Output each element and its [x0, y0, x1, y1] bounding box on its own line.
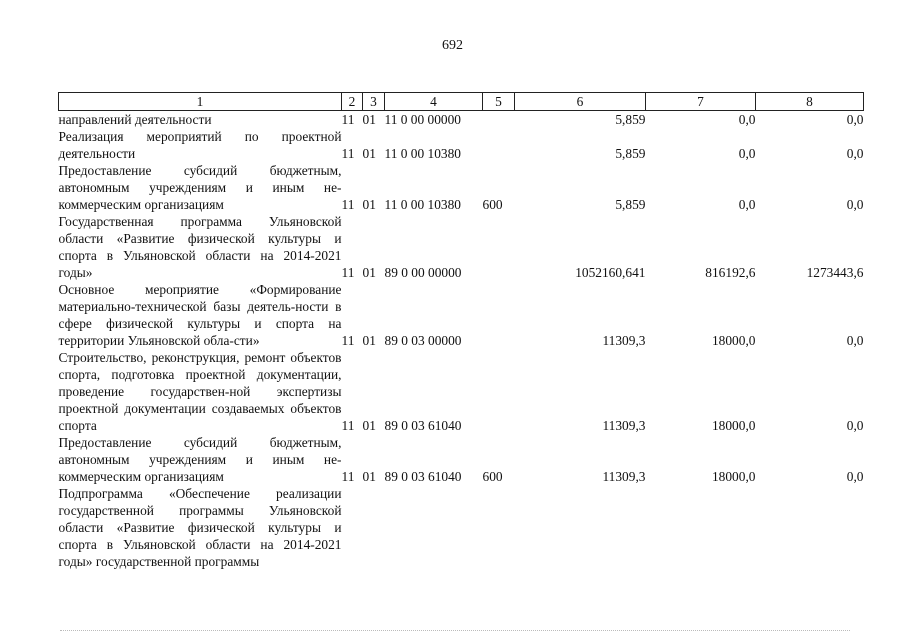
row-expense-type [483, 128, 515, 162]
row-name: Предоставление субсидий бюджетным, автономным учреждениям и иным не-коммерческим организациям [58, 435, 342, 484]
row-subsection: 01 [362, 112, 376, 127]
row-name: Государственная программа Ульяновской области «Развитие физической культуры и спорта в Ульяновской области на 2014-2021 годы» [58, 214, 342, 280]
row-name: Реализация мероприятий по проектной деятельности [58, 129, 342, 161]
row-amount-6: 1052160,641 [575, 265, 646, 280]
row-amount-6: 5,859 [615, 146, 646, 161]
row-amount-7 [646, 485, 756, 570]
row-expense-type: 600 [482, 469, 503, 484]
row-expense-type [483, 281, 515, 349]
table-row [59, 162, 864, 213]
row-subsection: 01 [362, 265, 376, 280]
row-subsection: 01 [362, 197, 376, 212]
row-amount-7: 18000,0 [711, 418, 756, 433]
row-name: Строительство, реконструкция, ремонт объектов спорта, подготовка проектной документации, проведение государствен-ной экспертизы проектной документации создаваемых объектов спорта [58, 350, 342, 433]
row-section: 11 [341, 265, 355, 280]
row-amount-8: 1273443,6 [806, 265, 864, 280]
row-name: Предоставление субсидий бюджетным, автономным учреждениям и иным не-коммерческим организациям [58, 163, 342, 212]
row-amount-8: 0,0 [846, 333, 864, 348]
row-amount-7: 18000,0 [711, 469, 756, 484]
row-amount-8: 0,0 [846, 469, 864, 484]
row-section: 11 [341, 333, 355, 348]
row-amount-6: 5,859 [615, 197, 646, 212]
row-amount-6 [515, 485, 646, 570]
header-col-6: 6 [515, 93, 646, 111]
row-amount-6: 11309,3 [602, 469, 646, 484]
row-subsection: 01 [362, 333, 376, 348]
row-amount-7: 816192,6 [705, 265, 756, 280]
header-col-1: 1 [59, 93, 342, 111]
row-amount-7: 18000,0 [711, 333, 756, 348]
row-expense-type [483, 111, 515, 129]
row-section: 11 [341, 112, 355, 127]
header-col-2: 2 [342, 93, 363, 111]
row-amount-8: 0,0 [846, 197, 864, 212]
row-target-code: 89 0 03 61040 [384, 469, 462, 484]
table-row [59, 128, 864, 162]
row-amount-8 [756, 485, 864, 570]
row-target-code: 11 0 00 10380 [384, 146, 461, 161]
table-row [59, 434, 864, 485]
row-target-code: 11 0 00 00000 [384, 112, 461, 127]
budget-table [58, 92, 864, 570]
row-section [342, 485, 363, 570]
table-row [59, 281, 864, 349]
row-target-code: 11 0 00 10380 [384, 197, 461, 212]
header-col-5: 5 [483, 93, 515, 111]
row-subsection: 01 [362, 146, 376, 161]
header-col-8: 8 [756, 93, 864, 111]
row-subsection: 01 [362, 469, 376, 484]
row-name: направлений деятельности [58, 112, 212, 127]
row-amount-7: 0,0 [738, 197, 756, 212]
table-row [59, 485, 864, 570]
row-amount-6: 11309,3 [602, 333, 646, 348]
row-expense-type [483, 485, 515, 570]
row-amount-8: 0,0 [846, 112, 864, 127]
table-row [59, 213, 864, 281]
row-subsection [363, 485, 385, 570]
row-name: Основное мероприятие «Формирование материально-технической базы деятель-ности в сфере физической культуры и спорта на территории Ульяновской обла-сти» [58, 282, 342, 348]
row-section: 11 [341, 146, 355, 161]
row-name: Подпрограмма «Обеспечение реализации государственной программы Ульяновской области «Развитие физической культуры и спорта в Ульяновской области на 2014-2021 годы» государственной программы [58, 486, 342, 569]
row-expense-type [483, 349, 515, 434]
header-row [59, 93, 864, 111]
row-expense-type: 600 [482, 197, 503, 212]
row-amount-6: 5,859 [615, 112, 646, 127]
table-row [59, 111, 864, 129]
row-target-code: 89 0 03 00000 [384, 333, 462, 348]
row-amount-8: 0,0 [846, 146, 864, 161]
row-amount-6: 11309,3 [602, 418, 646, 433]
header-col-3: 3 [363, 93, 385, 111]
header-col-4: 4 [385, 93, 483, 111]
row-section: 11 [341, 197, 355, 212]
row-section: 11 [341, 418, 355, 433]
header-col-7: 7 [646, 93, 756, 111]
row-subsection: 01 [362, 418, 376, 433]
row-amount-7: 0,0 [738, 146, 756, 161]
row-target-code [385, 485, 483, 570]
page-bottom-edge [60, 630, 850, 633]
row-target-code: 89 0 00 00000 [384, 265, 462, 280]
row-section: 11 [341, 469, 355, 484]
row-expense-type [483, 213, 515, 281]
page-number: 692 [442, 38, 463, 53]
row-amount-7: 0,0 [738, 112, 756, 127]
row-target-code: 89 0 03 61040 [384, 418, 462, 433]
row-amount-8: 0,0 [846, 418, 864, 433]
table-row [59, 349, 864, 434]
